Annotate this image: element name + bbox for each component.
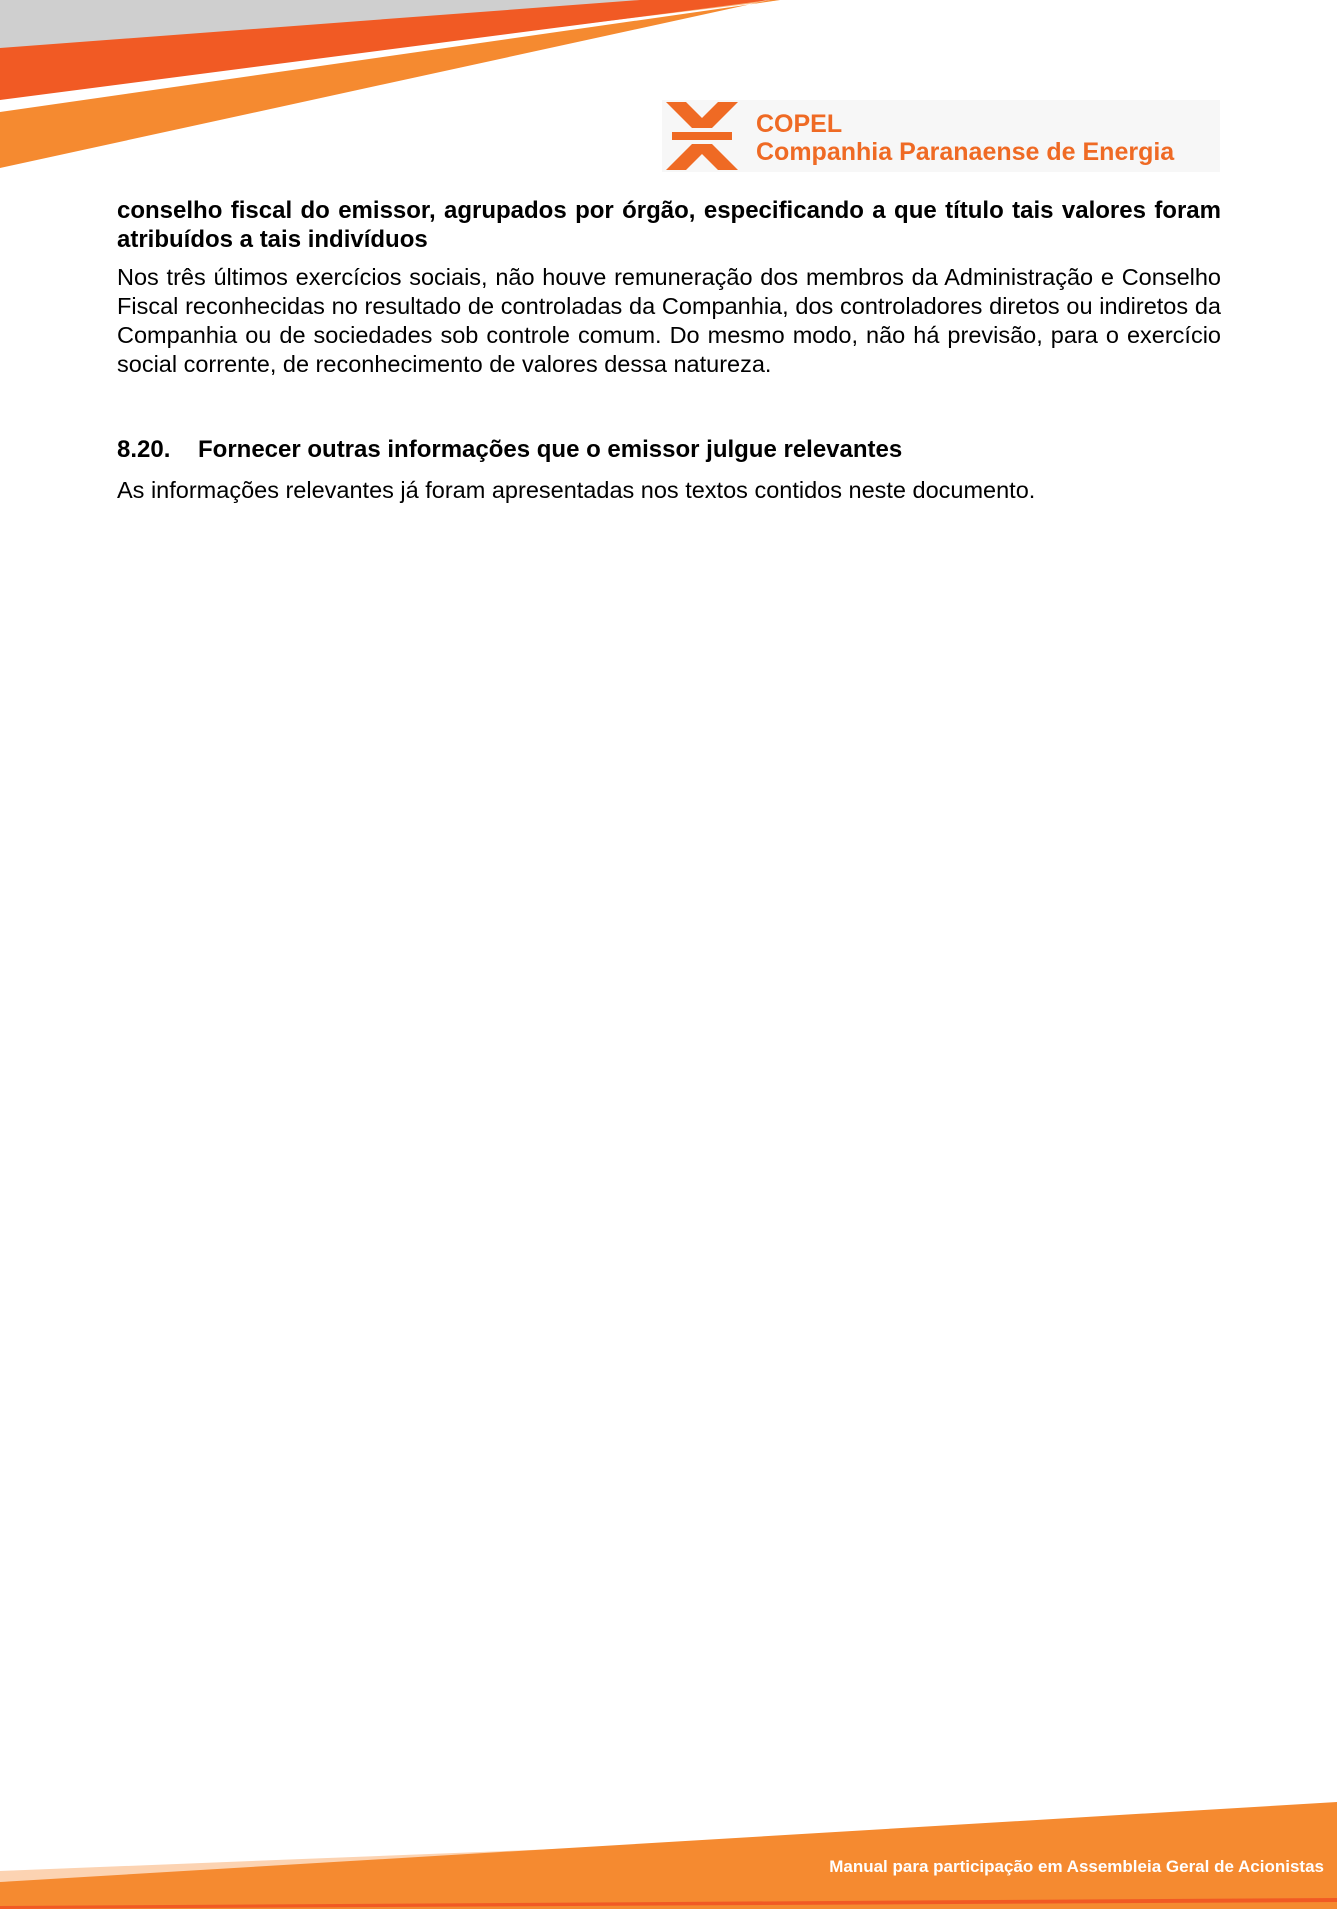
heading-continuation: conselho fiscal do emissor, agrupados por órgão, especificando a que título tais valores foram atribuídos a tais indivíduos bbox=[117, 197, 1221, 253]
logo-text bbox=[756, 110, 1174, 166]
section-heading bbox=[117, 435, 1221, 464]
footer-orange-stripe bbox=[0, 1802, 1337, 1909]
footer-band bbox=[0, 1790, 1337, 1909]
footer-text: Manual para participação em Assembleia Geral de Acionistas bbox=[829, 1857, 1324, 1876]
document-body bbox=[117, 196, 1221, 505]
copel-logo-icon bbox=[664, 100, 740, 172]
section-title: Fornecer outras informações que o emissor julgue relevantes bbox=[198, 436, 903, 463]
logo-name: COPEL bbox=[756, 110, 843, 138]
section-paragraph: As informações relevantes já foram apresentadas nos textos contidos neste documento. bbox=[117, 477, 1036, 503]
company-logo bbox=[662, 100, 1220, 172]
logo-subtitle: Companhia Paranaense de Energia bbox=[756, 138, 1175, 166]
body-paragraph: Nos três últimos exercícios sociais, não houve remuneração dos membros da Administração e Conselho Fiscal reconhecidas no resultado de controladas da Companhia, dos controladores diretos ou indiretos da Companhia ou de sociedades sob controle comum. Do mesmo modo, não há previsão, para o exercício social corrente, de reconhecimento de valores dessa natureza. bbox=[117, 264, 1221, 377]
section-number: 8.20. bbox=[117, 436, 171, 463]
